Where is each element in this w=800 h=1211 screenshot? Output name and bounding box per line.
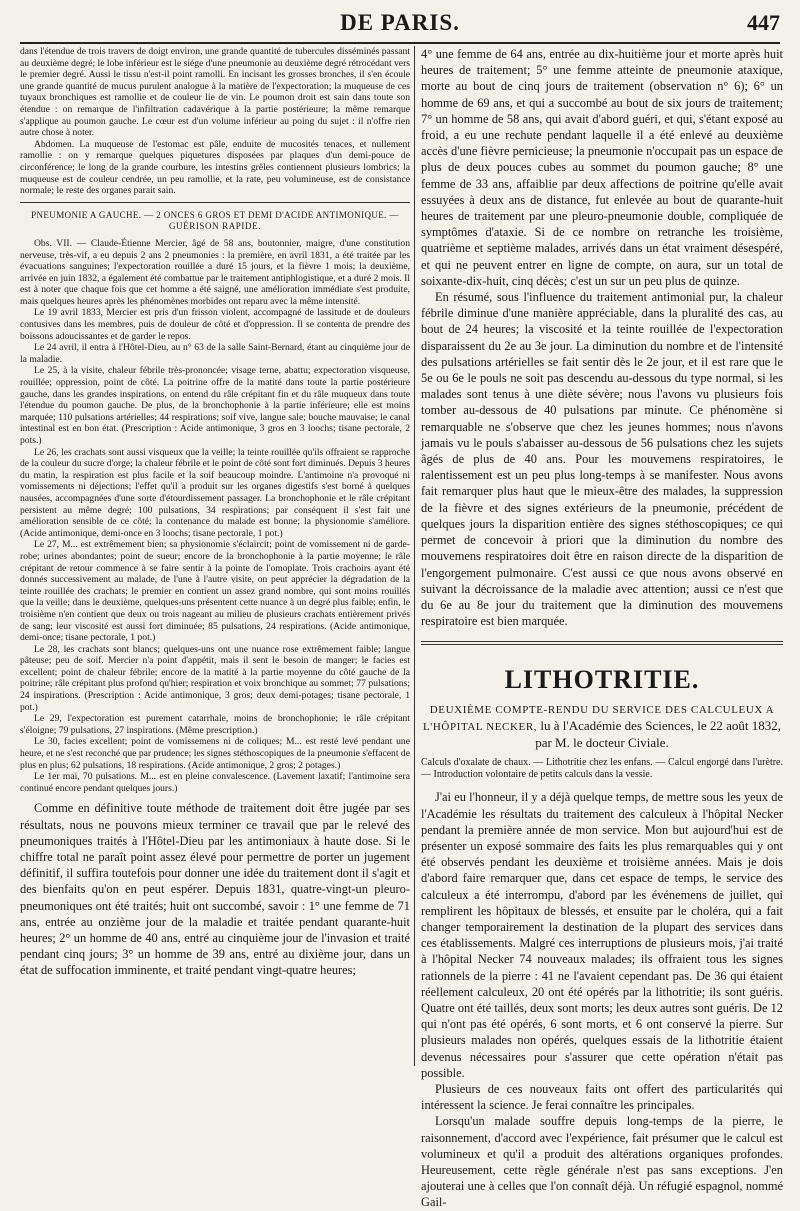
article-subtitle-smallcaps: DEUXIÈME COMPTE-RENDU DU SERVICE DES CALCULEUX A L'HÔPITAL NECKER, (422, 704, 775, 734)
paragraph: Le 28, les crachats sont blancs; quelques-uns ont une nuance rose extrêmement faible; langue pâteuse; peu de soif. Mercier n'a point d'appétit, mais il sent le besoin de manger; le facies est excellent; point de chaleur fébrile; encore de la matité à la partie moyenne du côté gauche de la poitrine; râle crépitant plus profond qu'hier; respiration et voix bronchique au sommet; 77 pulsations; 24 inspirations. (Prescription : Acide antimonique, 3 gros; deux demi-potages; tisane pectorale, 1 pot.) (20, 643, 410, 713)
section-rule (20, 202, 410, 203)
paragraph: Le 26, les crachats sont aussi visqueux que la veille; la teinte rouillée qu'ils offraient se rapproche de la couleur du sucre d'orge; la chaleur fébrile et le point de côté sont fort diminués. Depuis 3 heures du matin, la respiration est plus facile et la soif beaucoup moindre. L'antimoine n'a provoqué ni vomissements ni déjections; l'effet qu'il a produit sur les organes digestifs s'est borné à quelques nausées, accompagnées d'une sorte d'étourdissement passager. La bronchophonie et le râle crépitant persistent au même degré; 100 pulsations, 34 respirations; par conséquent il s'est fait une amélioration sensible de ce côté; la contenance du malade est bonne; la physionomie s'améliore. (Acide antimonique, demi-once en 3 loochs; tisane pectorale, 1 pot.) (20, 446, 410, 539)
paragraph: Comme en définitive toute méthode de traitement doit être jugée par ses résultats, nous ne pouvons mieux terminer ce travail que par le relevé des pneumoniques traités à l'Hôtel-Dieu par les antimoniaux à haute dose. Si le chiffre total ne paraît point assez élevé pour permettre de porter un jugement définitif, il suffira toutefois pour donner une idée du traitement dont il s'agit et des bienfaits qu'on en peut espérer. Depuis 1831, quatre-vingt-un pleuro-pneumoniques ont été traités; huit ont succombé, savoir : 1° une femme de 71 ans, entrée au onzième jour de la maladie et traitée pendant quarante-huit heures; 2° un homme de 40 ans, entré au cinquième jour de l'invasion et traité pendant cinq jours; 3° un homme de 39 ans, entré au dixième jour, dans un état de suffocation imminente, et traité pendant vingt-quatre heures; (20, 801, 410, 978)
section-subheading: GUÉRISON RAPIDE. (168, 221, 262, 232)
paragraph: Le 1er mai, 70 pulsations. M... est en pleine convalescence. (Lavement laxatif; l'antimoine sera continué encore pendant quelques jours.) (20, 771, 410, 794)
paragraph: Abdomen. La muqueuse de l'estomac est pâle, enduite de mucosités tenaces, et nullement ramollie : on y remarque quelques piquetures disposées par plaques d'un demi-pouce de circonférence; le long de la grande courbure, les intestins grêles contiennent plusieurs lombrics; la muqueuse est de couleur cendrée, un peu ramollie, et la rate, peu volumineuse, est de consistance normale; le reste des organes parait sain. (20, 138, 410, 197)
article-subtitle-rest: lu à l'Académie des Sciences, le 22 août 1832, par M. le docteur Civiale. (535, 718, 782, 751)
paragraph: 4° une femme de 64 ans, entrée au dix-huitième jour et morte après huit heures de traitement; 5° une femme atteinte de pneumonie ataxique, morte au bout de cinq jours de traitement (observation n° 6); 6° un homme de 69 ans, et qui a succombé au bout de six jours de traitement; 7° un homme de 58 ans, qui avait d'abord guéri, et qui, s'étant exposé au froid, a eu une rechute pendant laquelle il a été enlevé au deuxième accès d'une fièvre pernicieuse; la pneumonie n'occupait pas un espace de plus de deux pouces cubes au sommet du poumon gauche; 8° une femme de 33 ans, affaiblie par deux affections de poitrine qu'elle avait essuyées à deux ans de distance, fut enlevée au bout de quarante-huit heures de traitement par une pleuro-pneumonie double, compliquée de symptômes d'ataxie. Si de ce nombre on retranche les troisième, quatrième et septième malades, arrivés dans un état vraiment désespéré, et qui ne peuvent entrer en ligne de compte, on aura, sur un total de soixante-dix-huit, cinq décès; c'est un sur un peu plus de quinze. (421, 47, 783, 288)
paragraph: dans l'étendue de trois travers de doigt environ, une grande quantité de tubercules disséminés passant au deuxième degré; le lobe inférieur est le siége d'une pneumonie au deuxième degré rétrocédant vers le premier degré. Aussi le tissu n'est-il point ramolli. En incisant les grosses bronches, il s'en écoule une grande quantité de mucus purulent analogue à la matière de l'expectoration; la muqueuse de ces tuyaux bronchiques est ramollie et de couleur lie de vin. Le poumon droit est sain dans toute son étendue : on remarque de l'infiltration cadavérique à la partie postérieure; la même remarque s'applique au poumon gauche. Le cœur est d'un volume inférieur au poing du sujet : il n'offre rien autre chose à noter. (20, 46, 410, 139)
article-summary: Calculs d'oxalate de chaux. — Lithotritie chez les enfans. — Calcul engorgé dans l'urètre. — Introduction volontaire de petits calculs dans la vessie. (421, 757, 783, 781)
page-header (20, 8, 780, 44)
left-column (20, 46, 410, 1071)
paragraph: Plusieurs de ces nouveaux faits ont offert des particularités qui intéressent la science. Je ferai connaître les principales. (421, 1081, 783, 1113)
paragraph: En résumé, sous l'influence du traitement antimonial pur, la chaleur fébrile diminue d'une manière appréciable, dans la pluralité des cas, au bout de 24 heures; la viscosité et la teinte rouillée de l'expectoration disparaissent du 2e au 3e jour. La diminution du nombre et de l'intensité des pulsations artérielles se fait sentir dès le 2e jour, et il est rare que le 5e ou 6e le pouls ne soit pas descendu au-dessous du type normal, si les malades sont tenus à une diète sévère; nous l'avons vu plusieurs fois tomber au-dessous de 40 pulsations par minute. Ce phénomène si remarquable ne s'observe que chez les jeunes hommes; nous n'avons jamais vu le pouls s'abaisser au-dessous de 56 pulsations chez les sujets âgés de plus de 40 ans. Pour les mouvemens respiratoires, le ralentissement est un peu plus long-temps à se manifester. Nous avons fait remarquer plus haut que le mieux-être des malades, la suppression de la fièvre et des signes extérieurs de la pneumonie, précédent de quelques jours la disparition entière des signes stéthoscopiques; ce qui permet de concevoir à priori que la diminution du nombre des mouvemens respiratoires doit être en raison directe de la disparition de l'engorgement pulmonaire. C'est aussi ce que nous avons observé en suivant la décroissance de la maladie avec attention; aussi ce n'est que du 6e au 8e jour du traitement que la diminution des mouvemens respiratoire est bien marquée. (421, 290, 783, 629)
paragraph: Le 25, à la visite, chaleur fébrile très-prononcée; visage terne, abattu; expectoration visqueuse, rouillée; oppression, point de côté. La poitrine offre de la matité dans toute la partie postérieure gauche, dans les grandes inspirations, on entend du râle crépitant fin et du râle muqueux dans toute l'étendue du poumon gauche. De plus, de la bronchophonie à la partie inférieure; elle est moins marquée; 110 pulsations artérielles; 44 respirations; soif vive, langue sale; bouche mauvaise; le canal intestinal est en bon état. (Prescription : Acide antimonique, 3 gros en 3 loochs; tisane pectorale, 2 pots.) (20, 365, 410, 446)
running-head: DE PARIS. (340, 10, 460, 35)
paragraph: Le 27, M... est extrêmement bien; sa physionomie s'éclaircit; point de vomissement ni de garde-robe; urines abondantes; point de sueur; encore de la bronchophonie à la partie moyenne; le râle crépitant de retour commence à se faire sentir à la pointe de l'omoplate. Trois crachoirs ayant été donnés successivement au malade, de l'une à l'autre visite, on peut apprécier la dégradation de la teinte rouillée des crachats; le premier en contient un assez grand nombre, qui sont moins rouillés que la veille; dans le deuxième, quelques-uns présentent cette nuance à un degré plus faible; enfin, le troisième n'en contient que deux ou trois nageant au milieu de plusieurs crachats entièrement privés de sang; leur viscosité est aussi fort diminuée; 85 pulsations, 24 respirations. (Acide antimonique, demi-once; tisane pectorale, 1 pot.) (20, 539, 410, 644)
page-number: 447 (747, 10, 780, 35)
paragraph: Obs. VII. — Claude-Étienne Mercier, âgé de 58 ans, boutonnier, maigre, d'une constitution nerveuse, très-vif, a eu depuis 2 ans 2 pneumonies : la première, en avril 1831, a été traitée par les évacuations sanguines; l'expectoration rouillée a duré 15 jours, et la fièvre 1 mois; la deuxième, arrivée en juin 1832, a également été combattue par le traitement antiphlogistique, et a duré 2 mois. Il est à noter que chaque fois que cet homme a été saigné, une amélioration immédiate s'est produite, mais quelques heures après les phénomènes morbides ont reparu avec la même intensité. (20, 237, 411, 307)
section-heading: PNEUMONIE A GAUCHE. — 2 ONCES 6 GROS ET DEMI D'ACIDE ANTIMONIQUE. — (31, 209, 399, 220)
paragraph: Le 19 avril 1833, Mercier est pris d'un frisson violent, accompagné de lassitude et de douleurs contusives dans les membres, puis de douleur de côté et d'oppression. Il se contenta de prendre des boissons adoucissantes et de garder le repos. (20, 307, 410, 342)
paragraph: Le 24 avril, il entra à l'Hôtel-Dieu, au n° 63 de la salle Saint-Bernard, étant au cinquième jour de la maladie. (20, 342, 410, 365)
paragraph: J'ai eu l'honneur, il y a déjà quelque temps, de mettre sous les yeux de l'Académie les résultats du traitement des calculeux à l'hôpital Necker pendant la première année de mon service. Mon but aujourd'hui est de présenter un exposé sommaire des faits les plus remarquables qui y ont été observés pendant les deuxième et troisième années. Mais je dois d'abord faire remarquer que, dans cet espace de temps, le service des calculeux a été interrompu, d'abord par les événemens de juillet, qui remplirent les hôpitaux de blessés, et ensuite par le choléra, qui a fait changer temporairement la destination de la plupart des services dans ces établissements. Malgré ces interruptions de plusieurs mois, j'ai traité à l'hôpital Necker 74 nouveaux malades; ils offraient tous les signes rationnels de la pierre : 41 ne l'avaient cependant pas. De 36 qui étaient réellement calculeux, 20 ont été opérés par la lithotritie; ils sont guéris. Quatre ont été taillés, deux sont morts; les deux autres sont guéris. De 12 qui n'ont pas été opérés, 6 sont morts, et 6 ont conservé la pierre. Sur plusieurs malades non opérés, quelques essais de la lithotritie étaient devenus nécessaires pour s'assurer que cette opération n'était pas possible. (421, 790, 783, 1080)
right-column (421, 46, 783, 1210)
column-divider (414, 46, 415, 1066)
paragraph: Le 29, l'expectoration est purement catarrhale, moins de bronchophonie; le râle crépitant s'éloigne; 79 pulsations, 27 inspirations. (Même prescription.) (20, 713, 410, 736)
article-title: LITHOTRITIE. (504, 665, 700, 695)
article-separator (421, 641, 783, 645)
paragraph: Le 30, facies excellent; point de vomissemens ni de coliques; M... est resté levé pendant une heure, et ne s'est reconché que par prudence; les signes stéthoscopiques de la pneumonie s'effacent de plus en plus; 62 pulsations, 18 respirations. (Acide antimonique, 2 gros; 2 potages.) (20, 736, 410, 771)
paragraph: Lorsqu'un malade souffre depuis long-temps de la pierre, le raisonnement, d'accord avec l'expérience, fait présumer que le calcul est volumineux et qu'il a produit des altérations organiques profondes. Heureusement, cette règle générale n'est pas sans exceptions. J'en ajouterai une à celles que l'on connaît déjà. Un réfugié espagnol, nommé Gail- (421, 1114, 783, 1210)
article-subtitle (421, 701, 783, 751)
